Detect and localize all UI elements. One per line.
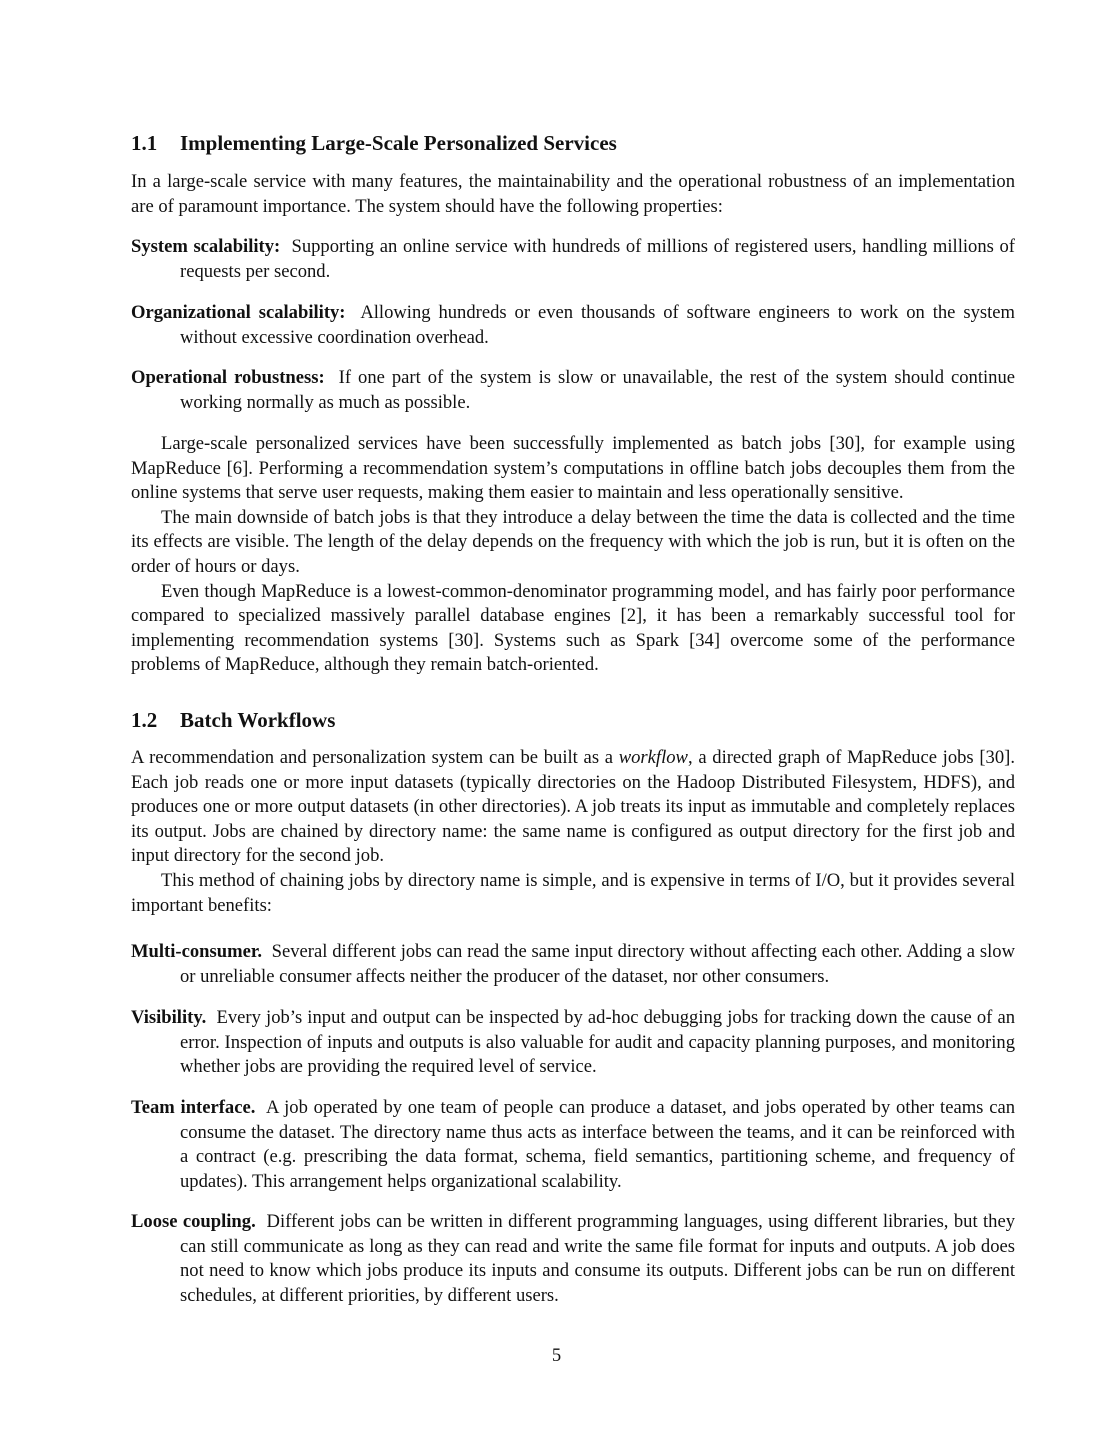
item-term: Visibility. xyxy=(131,1007,207,1028)
paragraph: The main downside of batch jobs is that they introduce a delay between the time the data is collected and the time its effects are visible. The length of the delay depends on the frequency with which the job is run, but it is often on the order of hours or days. xyxy=(131,506,1015,577)
paragraph: This method of chaining jobs by directory name is simple, and is expensive in terms of I/O, but it provides several important benefits: xyxy=(131,869,1015,916)
property-item-system-scalability xyxy=(131,235,1015,284)
item-text: Supporting an online service with hundreds of millions of registered users, handling millions of requests per second. xyxy=(180,236,1015,282)
benefit-item-multi-consumer xyxy=(131,940,1015,989)
section-title: Batch Workflows xyxy=(180,708,336,732)
section-1-1-paragraphs xyxy=(131,432,1015,678)
paragraph: Large-scale personalized services have been successfully implemented as batch jobs [30], for example using MapReduce [6]. Performing a recommendation system’s computations in offline batch jobs decouples them from the online systems that serve user requests, making them easier to maintain and less operationally sensitive. xyxy=(131,433,1015,504)
item-text: A job operated by one team of people can produce a dataset, and jobs operated by other teams can consume the dataset. The directory name thus acts as interface between the teams, and it can be reinforced with a contract (e.g. prescribing the data format, schema, field semantics, partitioning scheme, and frequency of updates). This arrangement helps organizational scalability. xyxy=(180,1097,1015,1192)
property-item-operational-robustness xyxy=(131,366,1015,415)
emphasis-workflow: workflow xyxy=(618,747,688,768)
property-item-organizational-scalability xyxy=(131,301,1015,350)
item-text: If one part of the system is slow or unavailable, the rest of the system should continue working normally as much as possible. xyxy=(180,367,1016,413)
item-text: Every job’s input and output can be inspected by ad-hoc debugging jobs for tracking down the cause of an error. Inspection of inputs and outputs is also valuable for audit and capacity planning purposes, and monitoring whether jobs are providing the required level of service. xyxy=(180,1007,1016,1078)
item-term: Organizational scalability: xyxy=(131,302,346,323)
item-term: Operational robustness: xyxy=(131,367,325,388)
benefit-item-visibility xyxy=(131,1006,1015,1080)
item-term: Team interface. xyxy=(131,1097,256,1118)
page-number: 5 xyxy=(551,1345,562,1366)
section-number: 1.1 xyxy=(131,131,158,155)
paragraph: In a large-scale service with many features, the maintainability and the operational robustness of an implementation are of paramount importance. The system should have the following properties: xyxy=(131,171,1015,217)
section-title: Implementing Large-Scale Personalized Services xyxy=(180,131,617,155)
section-number: 1.2 xyxy=(131,708,158,732)
text-run: , a directed graph of MapReduce jobs [30]. Each job reads one or more input datasets (typically directories on the Hadoop Distributed Filesystem, HDFS), and produces one or more output datasets (in other directories). A job treats its input as immutable and completely replaces its output. Jobs are chained by directory name: the same name is configured as output directory for the first job and input directory for the second job. xyxy=(131,747,1015,867)
item-term: Multi-consumer. xyxy=(131,941,263,962)
item-text: Several different jobs can read the same input directory without affecting each other. Adding a slow or unreliable consumer affects neither the producer of the dataset, nor other consumers. xyxy=(180,941,1015,987)
section-1-2-intro xyxy=(131,746,1015,918)
item-text: Different jobs can be written in different programming languages, using different libraries, but they can still communicate as long as they can read and write the same file format for inputs and outputs. A job does not need to know which jobs produce its inputs and consume its outputs. Different jobs can be run on different schedules, at different priorities, by different users. xyxy=(180,1211,1016,1306)
section-1-1-intro xyxy=(131,170,1015,219)
paragraph xyxy=(131,746,1015,869)
item-term: System scalability: xyxy=(131,236,281,257)
item-text: Allowing hundreds or even thousands of software engineers to work on the system without excessive coordination overhead. xyxy=(180,302,1015,348)
section-heading-1-2 xyxy=(131,707,335,733)
item-term: Loose coupling. xyxy=(131,1211,256,1232)
section-heading-1-1 xyxy=(131,130,617,156)
benefit-item-loose-coupling xyxy=(131,1210,1015,1308)
text-run: A recommendation and personalization system can be built as a xyxy=(131,747,619,768)
benefit-item-team-interface xyxy=(131,1096,1015,1194)
paragraph: Even though MapReduce is a lowest-common-denominator programming model, and has fairly poor performance compared to specialized massively parallel database engines [2], it has been a remarkably successful tool for implementing recommendation systems [30]. Systems such as Spark [34] overcome some of the performance problems of MapReduce, although they remain batch-oriented. xyxy=(131,580,1015,676)
